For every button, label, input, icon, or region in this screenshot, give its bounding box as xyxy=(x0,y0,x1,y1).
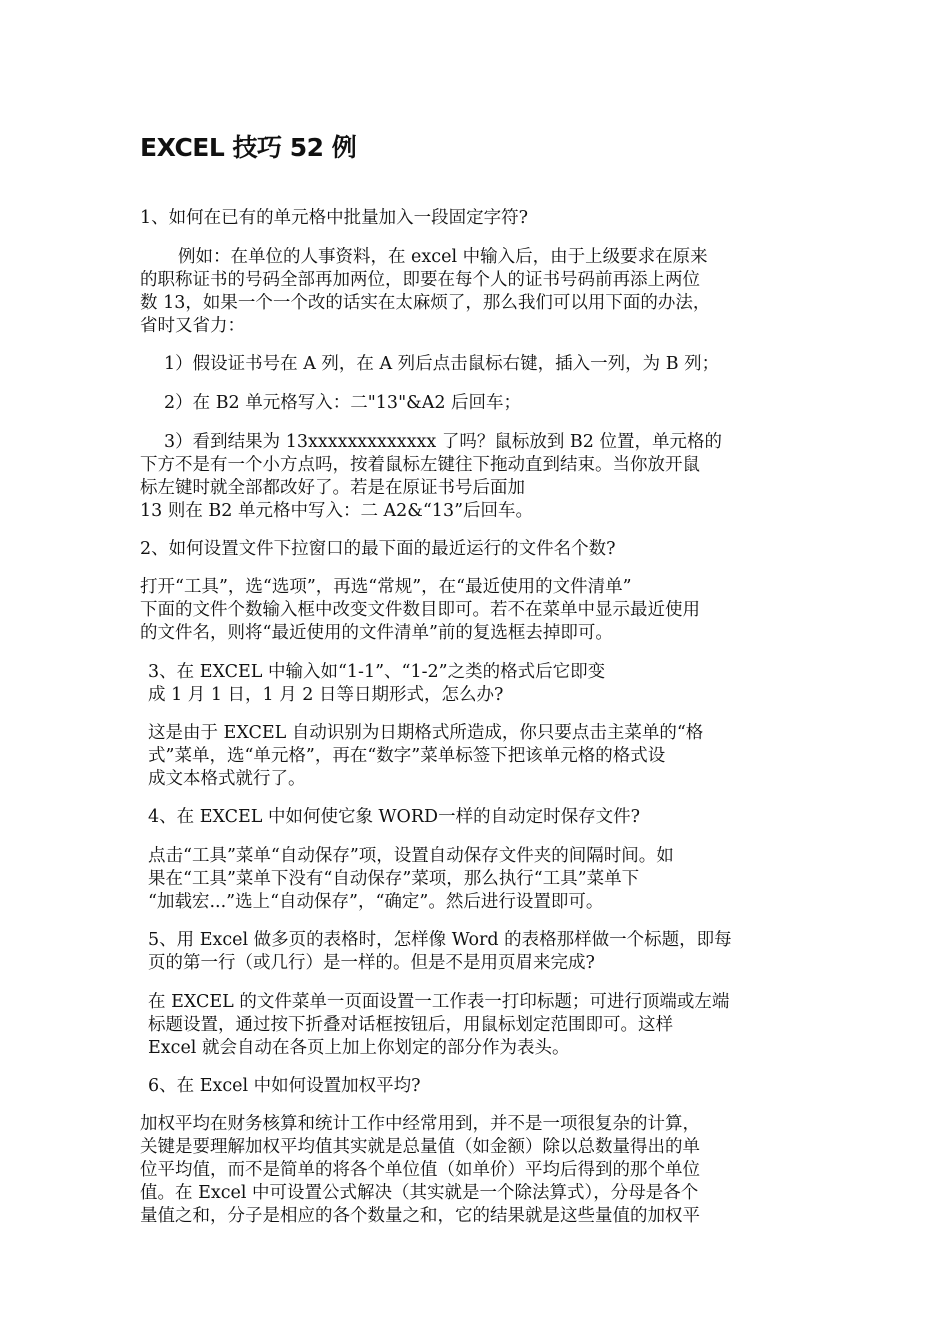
document-title: EXCEL 技巧 52 例 xyxy=(140,133,357,162)
paragraph-line: 标题设置，通过按下折叠对话框按钮后，用鼠标划定范围即可。这样 xyxy=(148,1015,673,1035)
paragraph-line: 例如：在单位的人事资料，在 excel 中输入后，由于上级要求在原来 xyxy=(178,247,708,267)
paragraph-line: 标左键时就全部都改好了。若是在原证书号后面加 xyxy=(140,478,525,498)
paragraph-line: 这是由于 EXCEL 自动识别为日期格式所造成，你只要点击主菜单的“格 xyxy=(148,723,704,743)
paragraph-line: 位平均值，而不是简单的将各个单位值（如单价）平均后得到的那个单位 xyxy=(140,1160,700,1180)
paragraph-line: 13 则在 B2 单元格中写入：二 A2&“13”后回车。 xyxy=(140,501,534,521)
paragraph-line: “加载宏...”选上“自动保存”，“确定”。然后进行设置即可。 xyxy=(148,892,604,912)
question-5-heading-cont: 页的第一行（或几行）是一样的。但是不是用页眉来完成? xyxy=(148,953,595,973)
question-5-heading: 5、用 Excel 做多页的表格时，怎样像 Word 的表格那样做一个标题，即每 xyxy=(148,930,732,950)
paragraph-line: 量值之和，分子是相应的各个数量之和，它的结果就是这些量值的加权平 xyxy=(140,1206,700,1226)
paragraph-line: Excel 就会自动在各页上加上你划定的部分作为表头。 xyxy=(148,1038,570,1058)
paragraph-line: 下面的文件个数输入框中改变文件数目即可。若不在菜单中显示最近使用 xyxy=(140,600,700,620)
paragraph-line: 数 13，如果一个一个改的话实在太麻烦了，那么我们可以用下面的办法， xyxy=(140,293,711,313)
paragraph-line: 省时又省力： xyxy=(140,316,245,336)
question-3-heading-cont: 成 1 月 1 日，1 月 2 日等日期形式，怎么办? xyxy=(148,685,504,705)
question-3-heading: 3、在 EXCEL 中输入如“1-1”、“1-2”之类的格式后它即变 xyxy=(148,662,606,682)
paragraph-line: 的文件名，则将“最近使用的文件清单”前的复选框去掉即可。 xyxy=(140,623,613,643)
question-4-heading: 4、在 EXCEL 中如何使它象 WORD一样的自动定时保存文件? xyxy=(148,807,640,827)
paragraph-line: 打开“工具”，选“选项”，再选“常规”，在“最近使用的文件清单” xyxy=(140,577,632,597)
step-line: 2）在 B2 单元格写入：二"13"&A2 后回车； xyxy=(164,393,522,413)
step-line: 1）假设证书号在 A 列，在 A 列后点击鼠标右键，插入一列，为 B 列； xyxy=(164,354,720,374)
paragraph-line: 果在“工具”菜单下没有“自动保存”菜项，那么执行“工具”菜单下 xyxy=(148,869,640,889)
paragraph-line: 成文本格式就行了。 xyxy=(148,769,306,789)
paragraph-line: 点击“工具”菜单“自动保存”项，设置自动保存文件夹的间隔时间。如 xyxy=(148,846,674,866)
question-2-heading: 2、如何设置文件下拉窗口的最下面的最近运行的文件名个数? xyxy=(140,539,616,559)
paragraph-line: 值。在 Excel 中可设置公式解决（其实就是一个除法算式），分母是各个 xyxy=(140,1183,699,1203)
paragraph-line: 关键是要理解加权平均值其实就是总量值（如金额）除以总数量得出的单 xyxy=(140,1137,700,1157)
paragraph-line: 的职称证书的号码全部再加两位，即要在每个人的证书号码前再添上两位 xyxy=(140,270,700,290)
step-line: 3）看到结果为 13xxxxxxxxxxxxx 了吗？鼠标放到 B2 位置，单元格的 xyxy=(164,432,722,452)
paragraph-line: 在 EXCEL 的文件菜单一页面设置一工作表一打印标题；可进行顶端或左端 xyxy=(148,992,730,1012)
paragraph-line: 加权平均在财务核算和统计工作中经常用到，并不是一项很复杂的计算， xyxy=(140,1114,700,1134)
paragraph-line: 式”菜单，选“单元格”，再在“数字”菜单标签下把该单元格的格式设 xyxy=(148,746,666,766)
paragraph-line: 下方不是有一个小方点吗，按着鼠标左键往下拖动直到结束。当你放开鼠 xyxy=(140,455,700,475)
question-1-heading: 1、如何在已有的单元格中批量加入一段固定字符? xyxy=(140,208,529,228)
question-6-heading: 6、在 Excel 中如何设置加权平均? xyxy=(148,1076,421,1096)
